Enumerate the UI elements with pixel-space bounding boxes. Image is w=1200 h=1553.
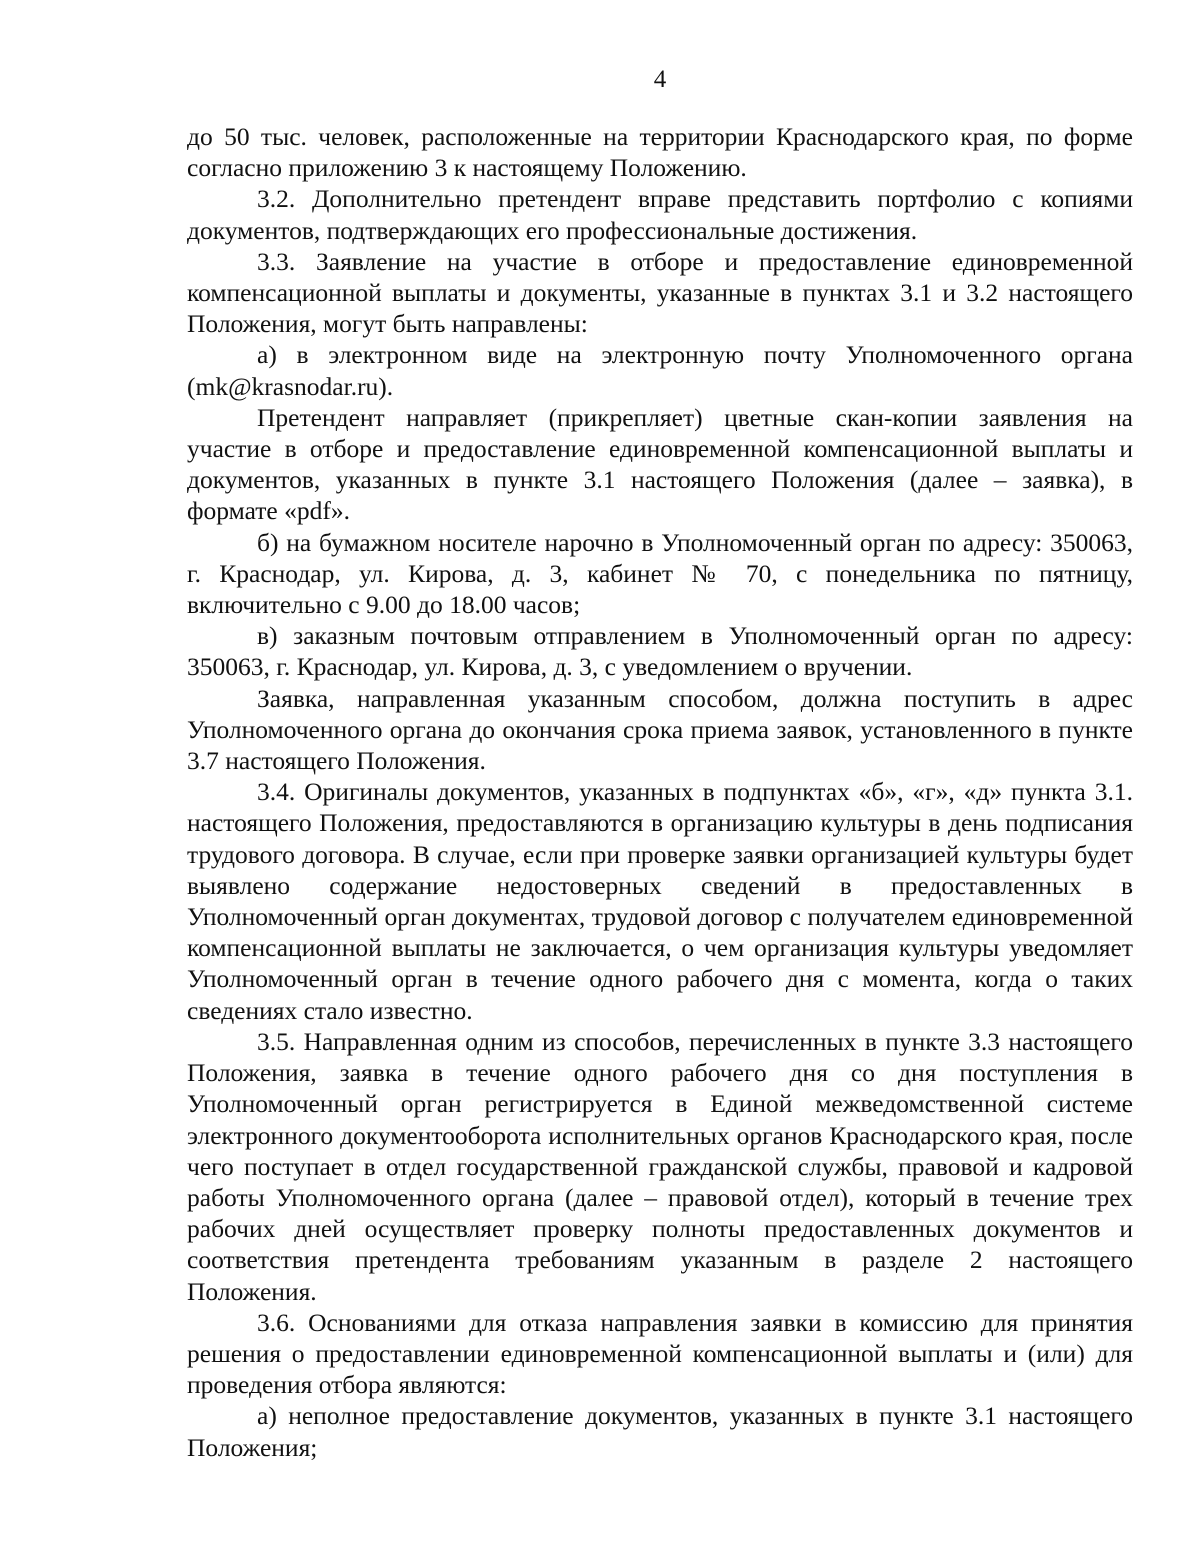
- paragraph-3-3: 3.3. Заявление на участие в отборе и предоставление единовременной компенсационной выплаты и документы, указанные в пунктах 3.1 и 3.2 настоящего Положения, могут быть направлены:: [187, 246, 1133, 339]
- paragraph-3-3-a: а) в электронном виде на электронную почту Уполномоченного органа (mk@krasnodar.ru).: [187, 340, 1133, 401]
- paragraph-3-4: 3.4. Оригиналы документов, указанных в подпунктах «б», «г», «д» пункта 3.1. настоящего Положения, предоставляются в организацию культуры в день подписания трудового договора. В случае, если при проверке заявки организацией культуры будет выявлено содержание недостоверных сведений в предоставленных в Уполномоченный орган документах, трудовой договор с получателем единовременной компенсационной выплаты не заключается, о чем организация культуры уведомляет Уполномоченный орган в течение одного рабочего дня с момента, когда о таких сведениях стало известно.: [187, 777, 1133, 1025]
- paragraph-3-6: 3.6. Основаниями для отказа направления заявки в комиссию для принятия решения о предоставлении единовременной компенсационной выплаты и (или) для проведения отбора являются:: [187, 1307, 1133, 1400]
- page-number: 4: [653, 66, 667, 93]
- paragraph-3-3-v-details: Заявка, направленная указанным способом, должна поступить в адрес Уполномоченного органа до окончания срока приема заявок, установленного в пункте 3.7 настоящего Положения.: [187, 683, 1133, 776]
- paragraph-3-2: 3.2. Дополнительно претендент вправе представить портфолио с копиями документов, подтверждающих его профессиональные достижения.: [187, 184, 1133, 245]
- paragraph-3-3-v: в) заказным почтовым отправлением в Уполномоченный орган по адресу: 350063, г. Краснодар, ул. Кирова, д. 3, с уведомлением о вручении.: [187, 621, 1133, 682]
- paragraph-3-3-b: б) на бумажном носителе нарочно в Уполномоченный орган по адресу: 350063, г. Краснодар, ул. Кирова, д. 3, кабинет № 70, с понедельника по пятницу, включительно с 9.00 до 18.00 часов;: [187, 527, 1133, 620]
- paragraph-3-5: 3.5. Направленная одним из способов, перечисленных в пункте 3.3 настоящего Положения, заявка в течение одного рабочего дня со дня поступления в Уполномоченный орган регистрируется в Единой межведомственной системе электронного документооборота исполнительных органов Краснодарского края, после чего поступает в отдел государственной гражданской службы, правовой и кадровой работы Уполномоченного органа (далее – правовой отдел), который в течение трех рабочих дней осуществляет проверку полноты предоставленных документов и соответствия претендента требованиям указанным в разделе 2 настоящего Положения.: [187, 1026, 1133, 1306]
- paragraph-3-3-a-details: Претендент направляет (прикрепляет) цветные скан-копии заявления на участие в отборе и предоставление единовременной компенсационной выплаты и документов, указанных в пункте 3.1 настоящего Положения (далее – заявка), в формате «pdf».: [187, 402, 1133, 526]
- paragraph-3-6-a: а) неполное предоставление документов, указанных в пункте 3.1 настоящего Положения;: [187, 1401, 1133, 1462]
- document-body: [187, 121, 1133, 1463]
- paragraph-continuation: до 50 тыс. человек, расположенные на территории Краснодарского края, по форме согласно приложению 3 к настоящему Положению.: [187, 122, 1133, 183]
